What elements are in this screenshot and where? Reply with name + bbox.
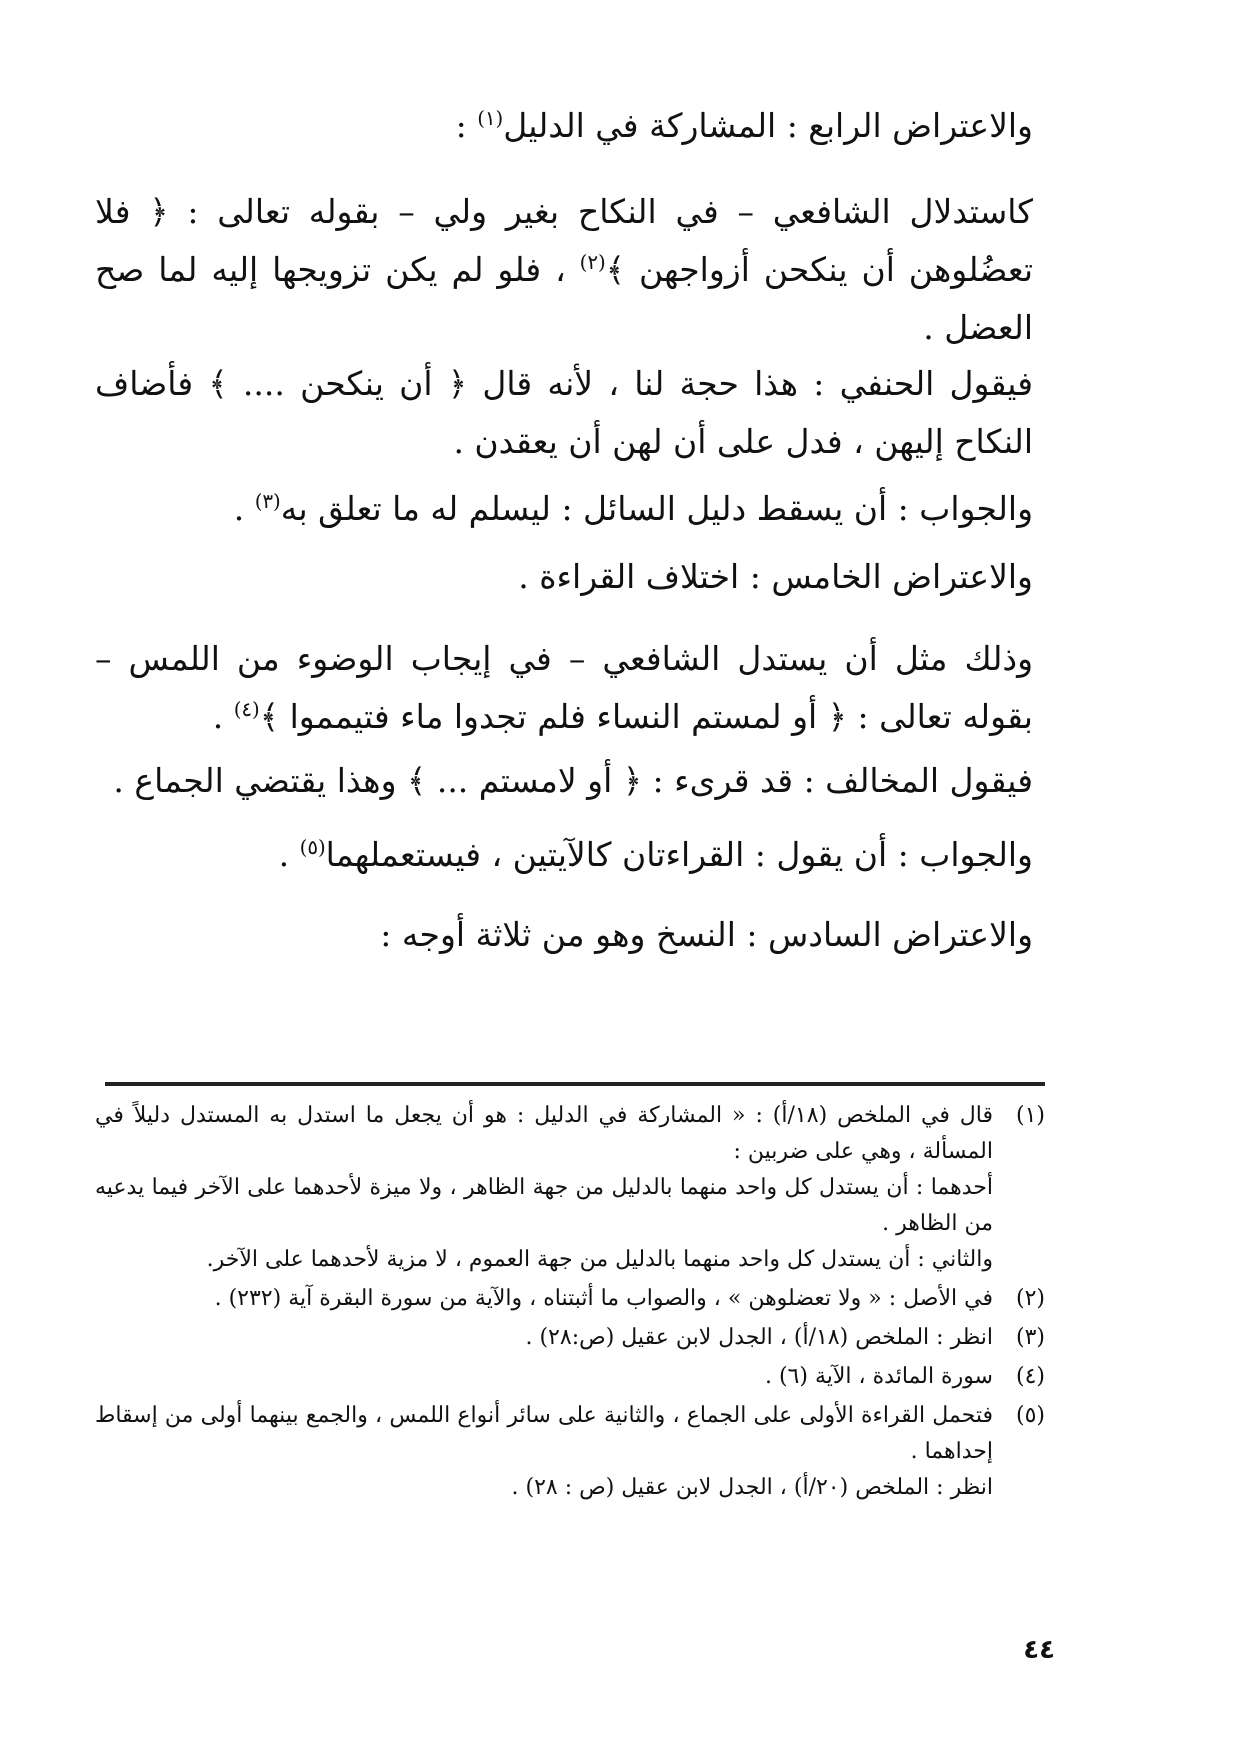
page-number: ٤٤: [1023, 1635, 1055, 1665]
footnote-2: [95, 1281, 1045, 1317]
footnote-ref-3[interactable]: (٣): [254, 490, 281, 514]
paragraph-hanafi-response: فيقول الحنفي : هذا حجة لنا ، لأنه قال ﴿ أن ينكحن .... ﴾ فأضاف النكاح إليهن ، فدل على أن لهن أن يعقدن .: [95, 364, 1033, 461]
footnote-text: انظر : الملخص (١٨/أ) ، الجدل لابن عقيل (ص:٢٨) .: [525, 1325, 993, 1350]
footnote-text: انظر : الملخص (٢٠/أ) ، الجدل لابن عقيل (ص : ٢٨) .: [511, 1475, 993, 1500]
footnote-number: (٣): [1015, 1325, 1045, 1350]
footnote-text: والثاني : أن يستدل كل واحد منهما بالدليل من جهة العموم ، لا مزية لأحدهما على الآخر.: [206, 1247, 993, 1272]
footnote-text: سورة المائدة ، الآية (٦) .: [764, 1364, 993, 1389]
footnote-text: قال في الملخص (١٨/أ) : « المشاركة في الدليل : هو أن يجعل ما استدل به المستدل دليلاً في المسألة ، وهي على ضربين :: [95, 1103, 994, 1164]
objection-six-heading: والاعتراض السادس : النسخ وهو من ثلاثة أوجه :: [380, 915, 1033, 954]
footnote-5: [95, 1398, 1045, 1506]
paragraph-shafii-argument: كاستدلال الشافعي – في النكاح بغير ولي – بقوله تعالى : ﴿ فلا تعضُلوهن أن ينكحن أزواجهن ﴾$^{(٢)}$ ، فلو لم يكن تزويجها إليه لما صح العضل .: [95, 192, 1033, 347]
paragraph-answer-1: والجواب : أن يسقط دليل السائل : ليسلم له ما تعلق به$^{(٣)}$ .: [233, 489, 1033, 528]
paragraph-answer-2: والجواب : أن يقول : القراءتان كالآيتين ، فيستعملهما$^{(٥)}$ .: [278, 835, 1033, 874]
footnote-1: [95, 1098, 1045, 1278]
footnote-separator: [105, 1082, 1045, 1086]
footnote-number: (٢): [1015, 1286, 1045, 1311]
paragraph-opponent-reading: فيقول المخالف : قد قرىء : ﴿ أو لامستم ... ﴾ وهذا يقتضي الجماع .: [113, 761, 1033, 800]
footnote-ref-2[interactable]: (٢): [579, 251, 606, 275]
footnote-number: (١): [1015, 1103, 1045, 1128]
footnote-ref-1[interactable]: (١): [477, 107, 504, 131]
footnote-number: (٥): [1015, 1403, 1045, 1428]
footnote-ref-5[interactable]: (٥): [299, 836, 326, 860]
footnote-number: (٤): [1015, 1364, 1045, 1389]
objection-four-heading: والاعتراض الرابع : المشاركة في الدليل$^{(١)}$ :: [455, 106, 1033, 145]
footnote-text: أحدهما : أن يستدل كل واحد منهما بالدليل من جهة الظاهر ، ولا ميزة لأحدهما على الآخر فيما يدعيه من الظاهر .: [95, 1175, 993, 1236]
paragraph-reading-example: وذلك مثل أن يستدل الشافعي – في إيجاب الوضوء من اللمس – بقوله تعالى : ﴿ أو لمستم النساء فلم تجدوا ماء فتيمموا ﴾$^{(٤)}$ .: [95, 639, 1033, 736]
footnote-3: [95, 1320, 1045, 1356]
footnote-ref-4[interactable]: (٤): [233, 698, 260, 722]
footnote-text: في الأصل : « ولا تعضلوهن » ، والصواب ما أثبتناه ، والآية من سورة البقرة آية (٢٣٢) .: [214, 1286, 993, 1311]
footnotes: [95, 1098, 1045, 1509]
footnote-4: [95, 1359, 1045, 1395]
objection-five-heading: والاعتراض الخامس : اختلاف القراءة .: [518, 557, 1033, 596]
footnote-text: فتحمل القراءة الأولى على الجماع ، والثانية على سائر أنواع اللمس ، والجمع بينهما أولى من إسقاط إحداهما .: [95, 1403, 993, 1464]
